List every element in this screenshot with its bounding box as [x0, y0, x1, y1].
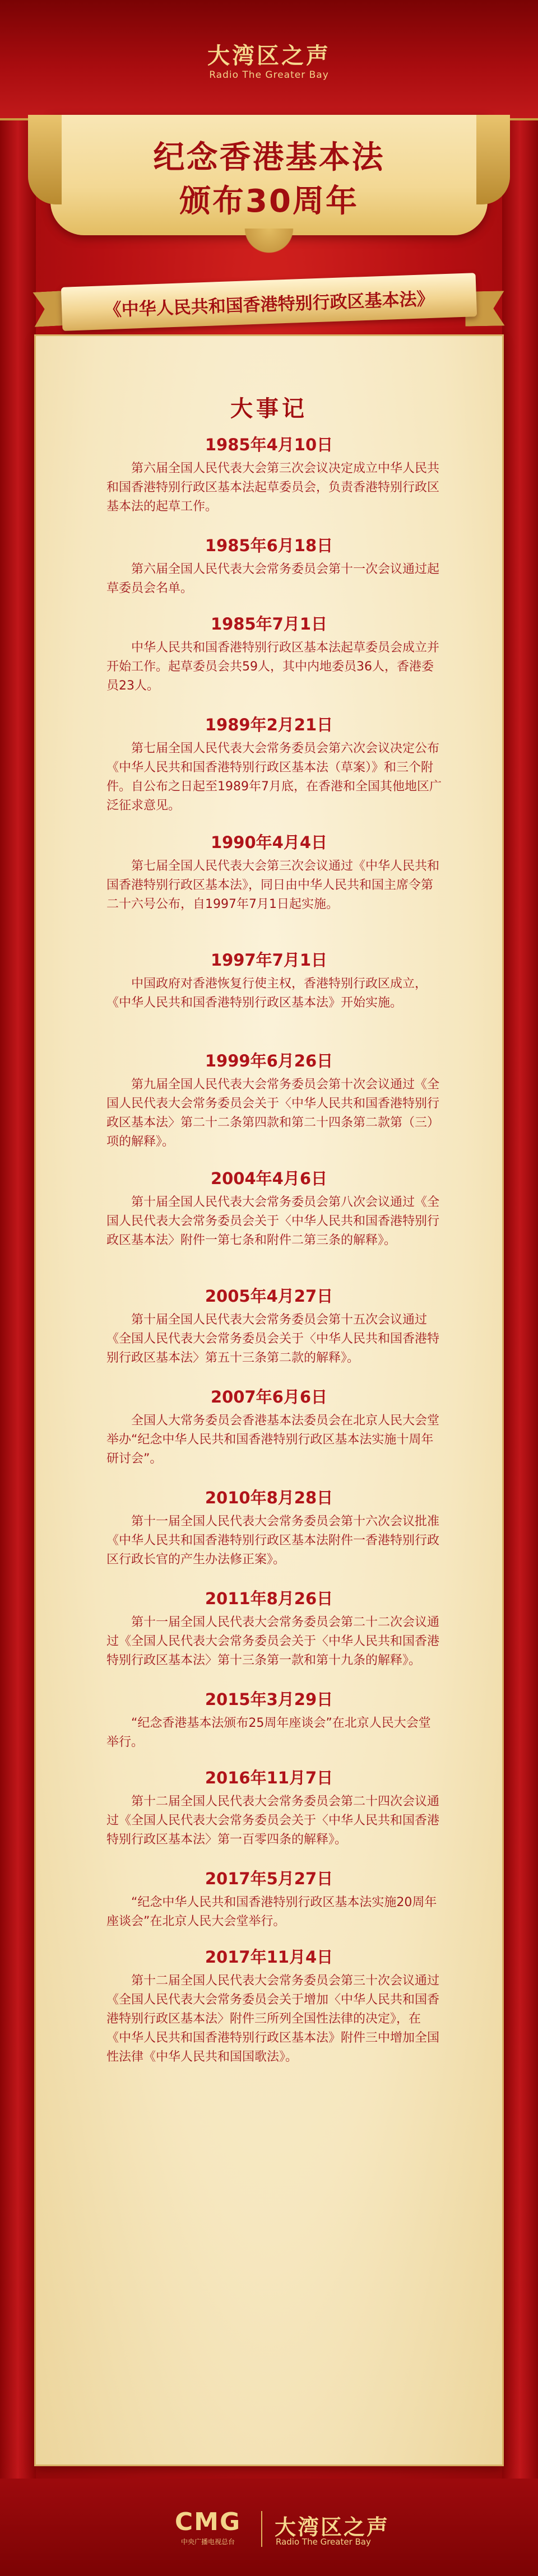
- event-date: 2010年8月28日: [205, 1488, 333, 1507]
- header-brand-name: 大湾区之声: [207, 43, 331, 69]
- title-banner: [50, 115, 488, 235]
- timeline-event: [36, 1586, 502, 1687]
- event-description: 第六届全国人民代表大会常务委员会第十一次会议通过起草委员会名单。: [106, 562, 440, 595]
- event-date: 2017年5月27日: [205, 1869, 333, 1888]
- law-name: 《中华人民共和国香港特别行政区基本法》: [104, 288, 435, 321]
- timeline-event: [36, 533, 502, 612]
- event-date: 2017年11月4日: [205, 1948, 333, 1967]
- event-date: 1999年6月26日: [205, 1051, 333, 1070]
- event-date: 1990年4月4日: [210, 833, 328, 852]
- timeline-event: [36, 1766, 502, 1866]
- event-date: 2016年11月7日: [205, 1768, 333, 1787]
- left-border: [0, 0, 36, 2576]
- timeline-event: [36, 612, 502, 712]
- event-description: 中国政府对香港恢复行使主权，香港特别行政区成立，《中华人民共和国香港特别行政区基本法》开始实施。: [106, 977, 428, 1010]
- law-name-ribbon: [61, 273, 477, 331]
- timeline-event: [36, 1385, 502, 1485]
- timeline-event: [36, 1049, 502, 1166]
- cmg-logo: [166, 2508, 250, 2547]
- timeline-paper: [36, 336, 502, 2465]
- event-description: 全国人大常务委员会香港基本法委员会在北京人民大会堂举办“纪念中华人民共和国香港特别行政区基本法实施十周年研讨会”。: [106, 1414, 440, 1466]
- event-description: “纪念中华人民共和国香港特别行政区基本法实施20周年座谈会”在北京人民大会堂举行。: [106, 1895, 437, 1928]
- section-heading: 大事记: [230, 396, 308, 422]
- header-band: [0, 0, 538, 120]
- event-description: 第十一届全国人民代表大会常务委员会第二十二次会议通过《全国人民代表大会常务委员会关于〈中华人民共和国香港特别行政区基本法〉第十三条第一款和第十九条的解释》。: [106, 1615, 440, 1667]
- event-date: 2011年8月26日: [205, 1589, 333, 1608]
- timeline-event: [36, 432, 502, 533]
- cmg-logo-text: CMG: [174, 2508, 242, 2536]
- event-description: 第十届全国人民代表大会常务委员会第八次会议通过《全国人民代表大会常务委员会关于〈中华人民共和国香港特别行政区基本法〉附件一第七条和附件二第三条的解释》。: [106, 1195, 440, 1247]
- event-description: 第十届全国人民代表大会常务委员会第十五次会议通过《全国人民代表大会常务委员会关于〈中华人民共和国香港特别行政区基本法〉第五十三条第二款的解释》。: [106, 1313, 440, 1365]
- timeline-event: [36, 1284, 502, 1385]
- event-description: 第十二届全国人民代表大会常务委员会第二十四次会议通过《全国人民代表大会常务委员会关于〈中华人民共和国香港特别行政区基本法〉第一百零四条的解释》。: [106, 1795, 440, 1847]
- event-description: 第十一届全国人民代表大会常务委员会第十六次会议批准《中华人民共和国香港特别行政区基本法附件一香港特别行政区行政长官的产生办法修正案》。: [106, 1515, 440, 1567]
- footer-brand-name: 大湾区之声: [275, 2515, 390, 2540]
- title-line-2: 颁布30周年: [179, 183, 359, 220]
- timeline-event: [36, 830, 502, 948]
- timeline-event: [36, 1166, 502, 1284]
- timeline-event: [36, 1687, 502, 1766]
- timeline-event: [36, 712, 502, 830]
- title-line-1: 纪念香港基本法: [153, 139, 385, 176]
- event-date: 2015年3月29日: [205, 1690, 333, 1709]
- event-description: “纪念香港基本法颁布25周年座谈会”在北京人民大会堂举行。: [106, 1716, 431, 1749]
- timeline-event: [36, 948, 502, 1049]
- timeline-event: [36, 1485, 502, 1586]
- timeline-event: [36, 1866, 502, 1945]
- event-description: 第七届全国人民代表大会第三次会议通过《中华人民共和国香港特别行政区基本法》，同日由中华人民共和国主席令第二十六号公布，自1997年7月1日起实施。: [106, 859, 440, 911]
- event-date: 1985年7月1日: [210, 614, 328, 633]
- event-date: 2007年6月6日: [210, 1387, 328, 1406]
- event-description: 中华人民共和国香港特别行政区基本法起草委员会成立并开始工作。起草委员会共59人，其中内地委员36人，香港委员23人。: [106, 641, 440, 693]
- cmg-logo-subtitle: 中央广播电视总台: [180, 2538, 235, 2546]
- right-border: [502, 0, 538, 2576]
- banner-point-ornament: [241, 229, 297, 257]
- event-date: 2005年4月27日: [205, 1287, 333, 1306]
- footer-divider: [261, 2511, 262, 2547]
- event-description: 第七届全国人民代表大会常务委员会第六次会议决定公布《中华人民共和国香港特别行政区基本法（草案）》和三个附件。自公布之日起至1989年7月底，在香港和全国其他地区广泛征求意见。: [106, 742, 442, 813]
- header-brand-english: Radio The Greater Bay: [209, 69, 329, 81]
- event-description: 第九届全国人民代表大会常务委员会第十次会议通过《全国人民代表大会常务委员会关于〈中华人民共和国香港特别行政区基本法〉第二十二条第四款和第二十四条第二款第（三）项的解释》。: [106, 1078, 440, 1149]
- footer-brand-english: Radio The Greater Bay: [276, 2537, 371, 2547]
- footer: [0, 2479, 538, 2576]
- timeline-events: [36, 432, 502, 2074]
- event-description: 第六届全国人民代表大会第三次会议决定成立中华人民共和国香港特别行政区基本法起草委员会，负责香港特别行政区基本法的起草工作。: [106, 462, 440, 514]
- timeline-event: [36, 1945, 502, 2074]
- event-date: 1985年6月18日: [205, 536, 333, 555]
- event-date: 1997年7月1日: [210, 951, 328, 970]
- event-date: 2004年4月6日: [210, 1169, 328, 1188]
- event-date: 1985年4月10日: [205, 435, 333, 454]
- event-date: 1989年2月21日: [205, 715, 333, 734]
- event-description: 第十二届全国人民代表大会常务委员会第三十次会议通过《全国人民代表大会常务委员会关于增加〈中华人民共和国香港特别行政区基本法〉附件三所列全国性法律的决定》，在《中华人民共和国香港特别行政区基本法》附件三中增加全国性法律《中华人民共和国国歌法》。: [106, 1974, 440, 2064]
